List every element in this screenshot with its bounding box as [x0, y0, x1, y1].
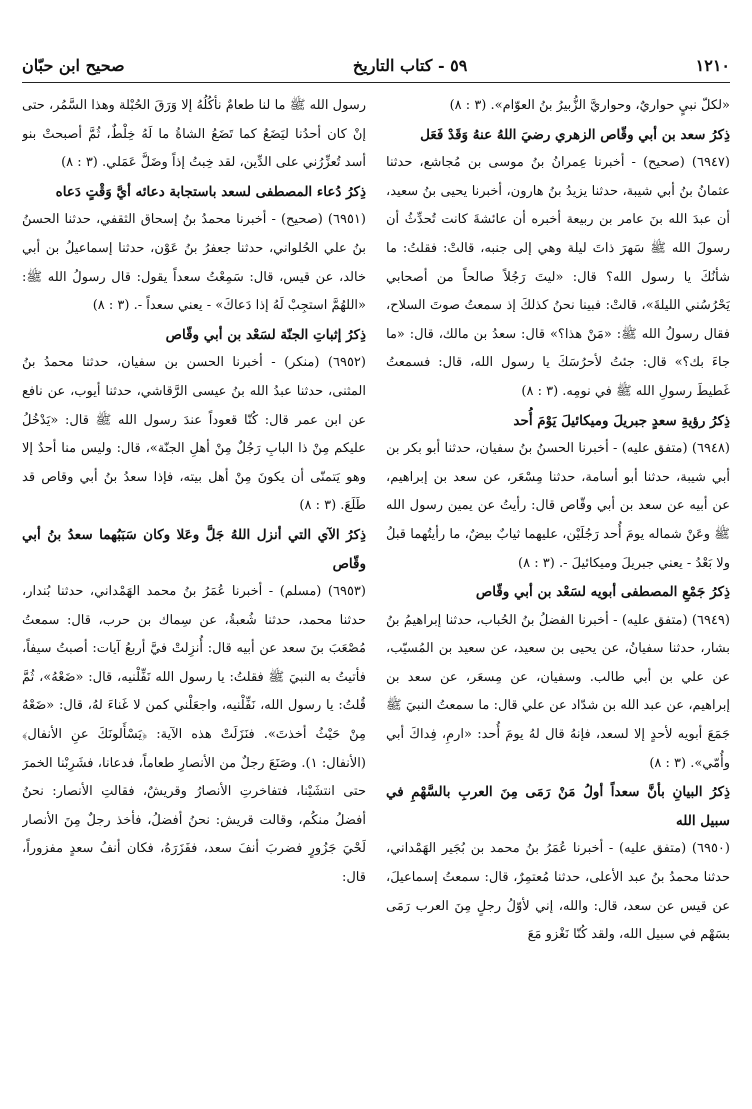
text-columns [22, 92, 730, 1095]
section-heading: ذِكرُ البيانِ بأنَّ سعداً أولُ مَنْ رَمَى مِنَ العربِ بالسَّهْمِ في سبيل الله [386, 784, 730, 829]
paragraph: رسول الله ﷺ ما لنا طعامٌ نأكُلُهُ إلا وَرَقَ الحُبْلة وهذا السَّمُر، حتى إنْ كان أحدُنا ليَضَعُ كما تَضَعُ الشاةُ ما لَهُ خِلْطٌ، ثُمَّ أصبحتْ بنو أسد تُعزِّرُني على الدِّين، لقد خِبتُ إذاً وضَلَّ عَمَلي. (٣ : ٨) [22, 98, 366, 171]
hadith-text: (٦٩٥١) (صحيح) - أخبرنا محمدُ بنُ إسحاق الثقفي، حدثنا الحسنُ بنُ علي الحُلواني، حدثنا جعفرُ بنُ عَوْن، حدثنا إسماعيلُ بن أبي خالد، عن قيس، قال: سَمِعْتُ سعداً يقول: قال رسولُ الله ﷺ: «اللهُمَّ استجِبْ لَهُ إذا دَعاكَ» - يعني سعداً -. (٣ : ٨) [22, 212, 366, 314]
section-heading: ذِكرُ دُعاء المصطفى لسعد باستجابة دعائه أيَّ وَقْتٍ دَعاه [55, 183, 366, 200]
section-heading: ذِكرُ رؤيةِ سعدٍ جبريلَ وميكائيلَ يَوْمَ أُحد [513, 412, 730, 429]
book-title: صحيح ابن حبّان [22, 55, 125, 75]
hadith-text: (٦٩٥٢) (منكر) - أخبرنا الحسن بن سفيان، حدثنا محمدُ بنُ المثنى، حدثنا عبدُ الله بنُ عيسى الرَّقاشي، حدثنا أيوب، عن نافع عن ابن عمر قال: كُنّا قعوداً عندَ رسول الله ﷺ قال: «يَدْخُلُ عليكم مِنْ ذا البابِ رَجُلٌ مِنْ أهلِ الجنّة»، قال: وليس منا أحدٌ إلا وهو يَتمنّى أن يكونَ مِنْ أهل بيته، فإذا سعدُ بنُ أبي وقاص قد طَلَعَ. (٣ : ٨) [22, 355, 366, 514]
hadith-text: (٦٩٥٠) (متفق عليه) - أخبرنا عُمَرُ بنُ محمد بن بُجَير الهَمْداني، حدثنا محمدُ بنُ عبد الأعلى، حدثنا مُعتمِرٌ، قال: سمعتُ إسماعيلَ، عن قيس عن سعد، قال: والله، إني لأوّلُ رجلٍ مِنَ العرب رَمَى بسَهْم في سبيل الله، ولقد كُنّا نَغْزو مَعَ [386, 841, 730, 943]
section-heading: ذِكرُ الآي التي أنزل اللهُ جَلَّ وعَلا وكان سَبَبُهما سعدُ بنُ أبي وقّاص [22, 526, 366, 572]
right-column [386, 92, 730, 1095]
page-header [22, 48, 730, 83]
hadith-text: (٦٩٤٩) (متفق عليه) - أخبرنا الفضلُ بنُ الحُباب، حدثنا إبراهيمُ بنُ بشار، حدثنا سفيانُ، عن يحيى بن سعيد، عن سعيد بن المُسيّب، عن علي بن أبي طالب. وسفيان، عن مِسعَر، عن سعد بن إبراهيم، عن عبد الله بن شدّاد عن علي قال: ما سمعتُ النبيَ ﷺ جَمَعَ أبويه لأحدٍ إلا لسعد، فإنهُ قال لهُ يومَ أُحد: «ارمِ، فِداكَ أبي وأُمّي». (٣ : ٨) [386, 612, 730, 771]
hadith-text: (٦٩٤٨) (متفق عليه) - أخبرنا الحسنُ بنُ سفيان، حدثنا أبو بكر بن أبي شيبة، حدثنا أبو أسامة، حدثنا مِسْعَر، عن سعد بن إبراهيم، عن أبيه عن سعد بن أبي وقّاص قال: رأيتُ عن يمين رسول الله ﷺ وعَنْ شماله يومَ أُحد رَجُلَيْن، عليهما ثيابٌ بيضٌ، ما رأيتُهما قبلُ ولا بَعْدُ - يعني جبريلَ وميكائيلَ -. (٣ : ٨) [386, 441, 730, 571]
hadith-text: (٦٩٤٧) (صحيح) - أخبرنا عِمرانُ بنُ موسى بن مُجاشع، حدثنا عثمانُ بنُ أبي شيبة، حدثنا يزيدُ بنُ هارون، أخبرنا يحيى بنُ سعيد، أن عبدَ الله بنَ عامر بن ربيعة أخبره أن عائشةَ كانت تُحدِّثُ أن رسولَ الله ﷺ سَهرَ ذاتَ ليلة وهي إلى جنبه، قالتْ: فقلتُ: ما شأنُكَ يا رسول الله؟ قال: «ليتَ رَجُلاً صالحاً من أصحابي يَحْرُسُني الليلةَ»، قالتْ: فبينا نحنُ كذلكَ إذ سمعتُ صوتَ السلاح، فقال رسولُ الله ﷺ: «مَنْ هذا؟» قال: سعدُ بن مالك، قال: «ما جاءَ بك؟» قال: جئتُ لأحرُسَكَ يا رسول الله، قال: فسمعتُ غَطيطَ رسولِ الله ﷺ في نومِه. (٣ : ٨) [386, 155, 730, 399]
paragraph: «لكلّ نبيٍ حواريٌ، وحواريَّ الزُّبيرُ بنُ العوّام». (٣ : ٨) [449, 98, 730, 113]
hadith-text: (٦٩٥٣) (مسلم) - أخبرنا عُمَرُ بنُ محمد الهَمْداني، حدثنا بُندار، حدثنا محمد، حدثنا شُعبةُ، عن سِماك بن حرب، قال: سمعتُ مُصْعَبَ بنَ سعد عن أبيه قال: أُنزِلتْ فيَّ أربعُ آيات: أصبتُ سيفاً، فأتيتُ به النبيَ ﷺ فقلتُ: يا رسول الله نَفِّلْنيه، قال: «ضَعْهُ»، ثُمَّ قُلتُ: يا رسول الله، نَفِّلْنيه، واجعَلْني كمن لا غَناءَ لهُ، قال: «ضَعْهُ مِنْ حَيْثُ أخذتَ». فنَزَلَتْ هذه الآية: ﴿يَسْأَلونَكَ عنِ الأنفال﴾ (الأنفال: ١). وصَنَعَ رجلٌ من الأنصارِ طعاماً، فدعانا، فشَرِبْنا الخمرَ حتى انتشَيْنا، فتفاخرتِ الأنصارُ وقريشٌ، فقالتِ الأنصار: نحنُ أفضلُ منكُم، وقالت قريش: نحنُ أفضلُ، فأخذ رجلٌ مِنَ الأنصار لَحْيَ جَزُورٍ فضربَ أنفَ سعد، ففَزَرَهُ، فكان أنفُ سعدٍ مفزوراً، قال: [22, 584, 366, 886]
section-heading: ذِكرُ جَمْعِ المصطفى أبويه لسَعْد بن أبي وقّاص [475, 584, 730, 601]
chapter-title: ٥٩ - كتاب التاريخ [352, 55, 468, 75]
left-column [22, 92, 366, 1095]
section-heading: ذِكرُ سعد بن أبي وقّاص الزهري رضيَ اللهُ عنهُ وَقَدْ فَعَل [420, 126, 730, 143]
section-heading: ذِكرُ إثباتِ الجنّة لسَعْد بن أبي وقّاص [165, 326, 366, 343]
page-number: ١٢١٠ [695, 55, 730, 75]
